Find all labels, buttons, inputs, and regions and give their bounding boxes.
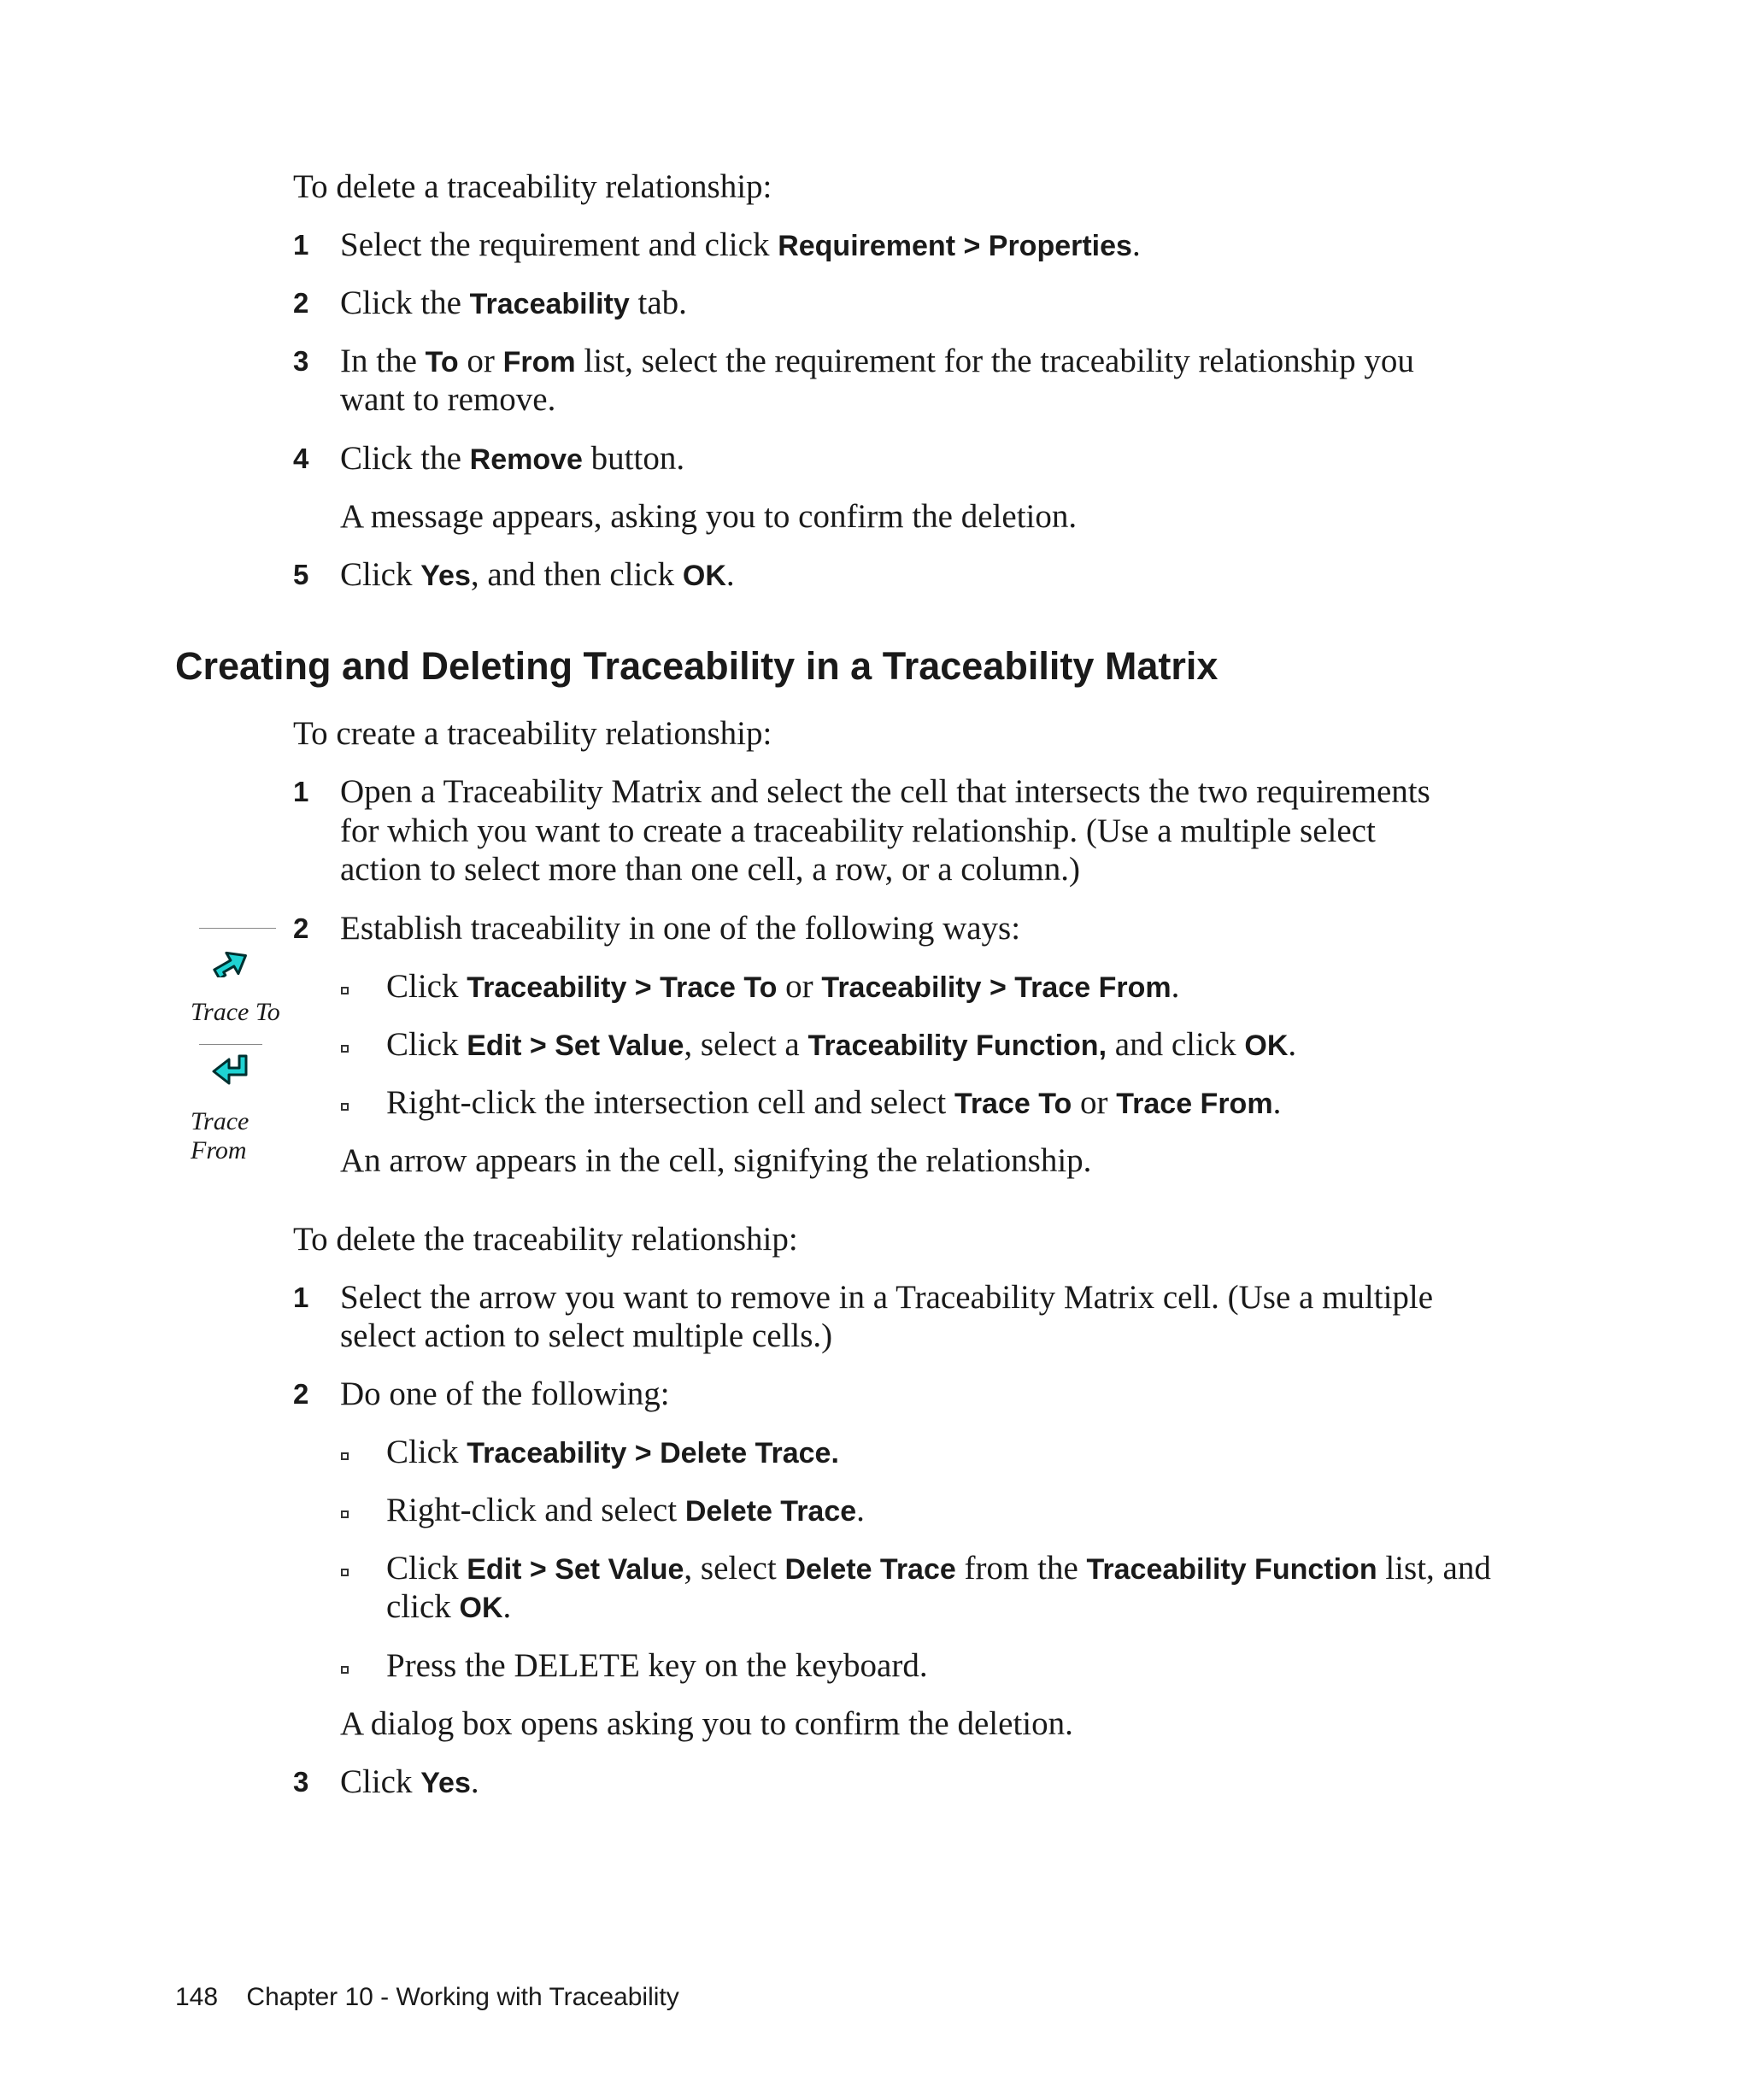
step-text-continued: want to remove. — [340, 381, 556, 418]
step-number: 2 — [293, 287, 309, 319]
bullet-marker — [341, 1045, 349, 1053]
bullet-marker — [341, 987, 349, 994]
trace-to-caption: Trace To — [191, 998, 280, 1026]
step-text-continued: select action to select multiple cells.) — [340, 1317, 833, 1354]
step-text-continued: for which you want to create a traceability relationship. (Use a multiple select — [340, 812, 1376, 849]
step-number: 1 — [293, 776, 309, 807]
step-number: 3 — [293, 1766, 309, 1798]
step-text: Open a Traceability Matrix and select the cell that intersects the two requirements — [340, 773, 1430, 810]
step-number: 3 — [293, 345, 309, 377]
bullet-text: Click Traceability > Delete Trace. — [386, 1434, 839, 1470]
step-number: 5 — [293, 559, 309, 590]
bullet-text: Right-click the intersection cell and select Trace To or Trace From. — [386, 1084, 1282, 1121]
bullet-text: Right-click and select Delete Trace. — [386, 1492, 865, 1528]
step-text: Do one of the following: — [340, 1376, 670, 1412]
bullet-text: Press the DELETE key on the keyboard. — [386, 1647, 928, 1684]
bullet-text: Click Edit > Set Value, select a Traceability Function, and click OK. — [386, 1026, 1297, 1063]
step-number: 2 — [293, 912, 309, 944]
page-footer — [175, 1982, 679, 2013]
step-text: Click the Traceability tab. — [340, 284, 687, 321]
result-text: An arrow appears in the cell, signifying the relationship. — [340, 1142, 1092, 1179]
trace-from-caption: Trace — [191, 1107, 250, 1135]
step-text-continued: action to select more than one cell, a row, or a column.) — [340, 851, 1080, 888]
step-note: A dialog box opens asking you to confirm the deletion. — [340, 1705, 1073, 1742]
step-text: Select the arrow you want to remove in a Traceability Matrix cell. (Use a multiple — [340, 1279, 1434, 1316]
intro-create-relationship: To create a traceability relationship: — [293, 715, 772, 752]
bullet-marker — [341, 1452, 349, 1460]
step-text: In the To or From list, select the requirement for the traceability relationship you — [340, 343, 1414, 379]
page-number: 148 — [175, 1983, 219, 2011]
trace-to-arrow-icon — [208, 941, 255, 977]
step-text: Click the Remove button. — [340, 440, 685, 477]
section-heading: Creating and Deleting Traceability in a Traceability Matrix — [175, 644, 1219, 688]
step-number: 4 — [293, 443, 309, 474]
bullet-marker — [341, 1666, 349, 1674]
bullet-marker — [341, 1510, 349, 1518]
margin-rule — [199, 1044, 262, 1045]
trace-from-arrow-icon — [208, 1053, 255, 1090]
step-text: Establish traceability in one of the following ways: — [340, 910, 1021, 947]
step-number: 2 — [293, 1378, 309, 1410]
chapter-title: Chapter 10 - Working with Traceability — [246, 1983, 679, 2011]
step-number: 1 — [293, 229, 309, 261]
step-text: Click Yes. — [340, 1763, 479, 1800]
intro-delete-matrix-relationship: To delete the traceability relationship: — [293, 1221, 798, 1258]
bullet-text: Click Traceability > Trace To or Traceability > Trace From. — [386, 968, 1180, 1005]
step-note: A message appears, asking you to confirm the deletion. — [340, 498, 1078, 535]
step-text: Select the requirement and click Requirement > Properties. — [340, 226, 1141, 263]
bullet-text-continued: click OK. — [386, 1588, 512, 1625]
step-number: 1 — [293, 1282, 309, 1313]
bullet-marker — [341, 1103, 349, 1111]
bullet-marker — [341, 1569, 349, 1576]
intro-delete-relationship: To delete a traceability relationship: — [293, 168, 772, 205]
trace-from-caption: From — [191, 1136, 247, 1164]
step-text: Click Yes, and then click OK. — [340, 556, 735, 593]
margin-rule — [199, 928, 276, 929]
bullet-text: Click Edit > Set Value, select Delete Trace from the Traceability Function list, and — [386, 1550, 1491, 1587]
